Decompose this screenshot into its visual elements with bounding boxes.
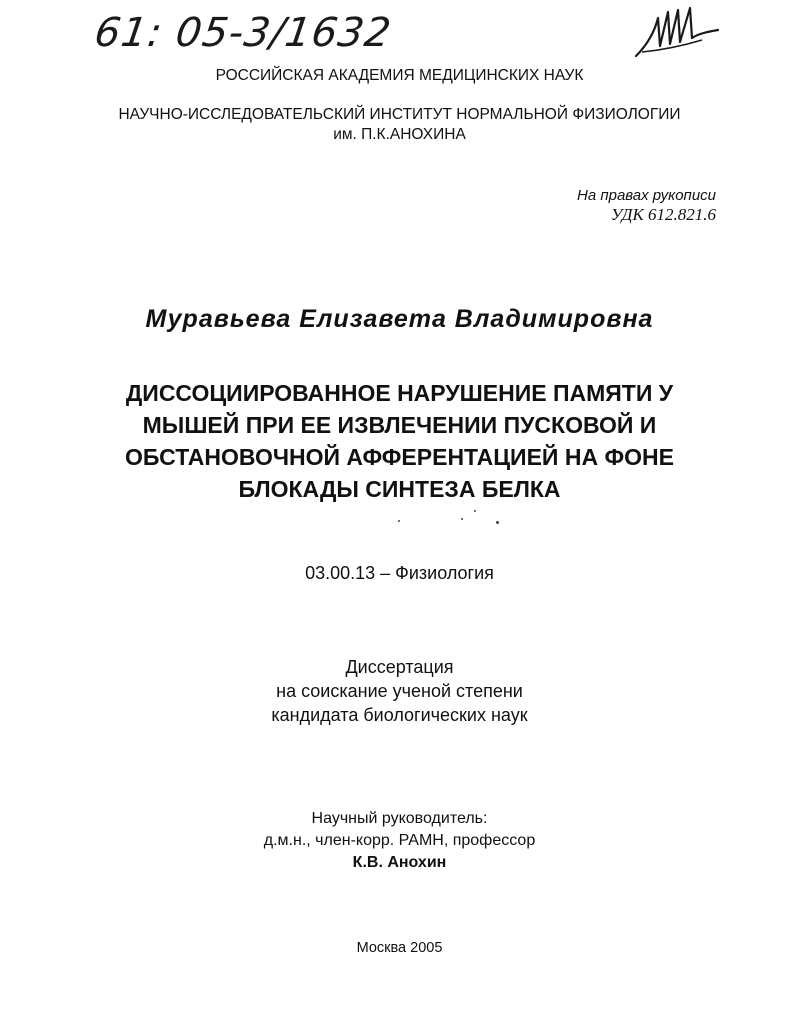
dissertation-title	[0, 377, 799, 505]
author-name: Муравьева Елизавета Владимировна	[145, 305, 654, 333]
degree-line: кандидата биологических наук	[271, 705, 528, 725]
title-line: МЫШЕЙ ПРИ ЕЕ ИЗВЛЕЧЕНИИ ПУСКОВОЙ И	[142, 412, 657, 438]
title-line: ДИССОЦИИРОВАННОЕ НАРУШЕНИЕ ПАМЯТИ У	[125, 380, 674, 406]
handwritten-archive-number: 61: 05-3/1632	[91, 10, 395, 56]
signature	[632, 6, 722, 62]
degree-line: на соискание ученой степени	[276, 681, 523, 701]
supervisor-credentials: д.м.н., член-корр. РАМН, профессор	[263, 832, 536, 849]
title-line: БЛОКАДЫ СИНТЕЗА БЕЛКА	[238, 476, 561, 502]
specialty-code: 03.00.13 – Физиология	[305, 563, 494, 583]
degree-statement	[0, 655, 799, 727]
supervisor-name: К.В. Анохин	[352, 854, 447, 871]
degree-line: Диссертация	[345, 657, 454, 677]
city-year: Москва 2005	[356, 940, 443, 956]
scientific-supervisor	[0, 808, 799, 874]
udk-code: УДК 612.821.6	[610, 205, 716, 224]
institute-named-after: им. П.К.АНОХИНА	[333, 126, 466, 143]
academy-name: РОССИЙСКАЯ АКАДЕМИЯ МЕДИЦИНСКИХ НАУК	[215, 67, 584, 84]
institute-name: НАУЧНО-ИССЛЕДОВАТЕЛЬСКИЙ ИНСТИТУТ НОРМАЛЬНОЙ ФИЗИОЛОГИИ	[118, 106, 681, 123]
manuscript-rights: На правах рукописи	[577, 187, 716, 204]
supervisor-label: Научный руководитель:	[311, 810, 488, 827]
title-line: ОБСТАНОВОЧНОЙ АФФЕРЕНТАЦИЕЙ НА ФОНЕ	[125, 444, 674, 470]
